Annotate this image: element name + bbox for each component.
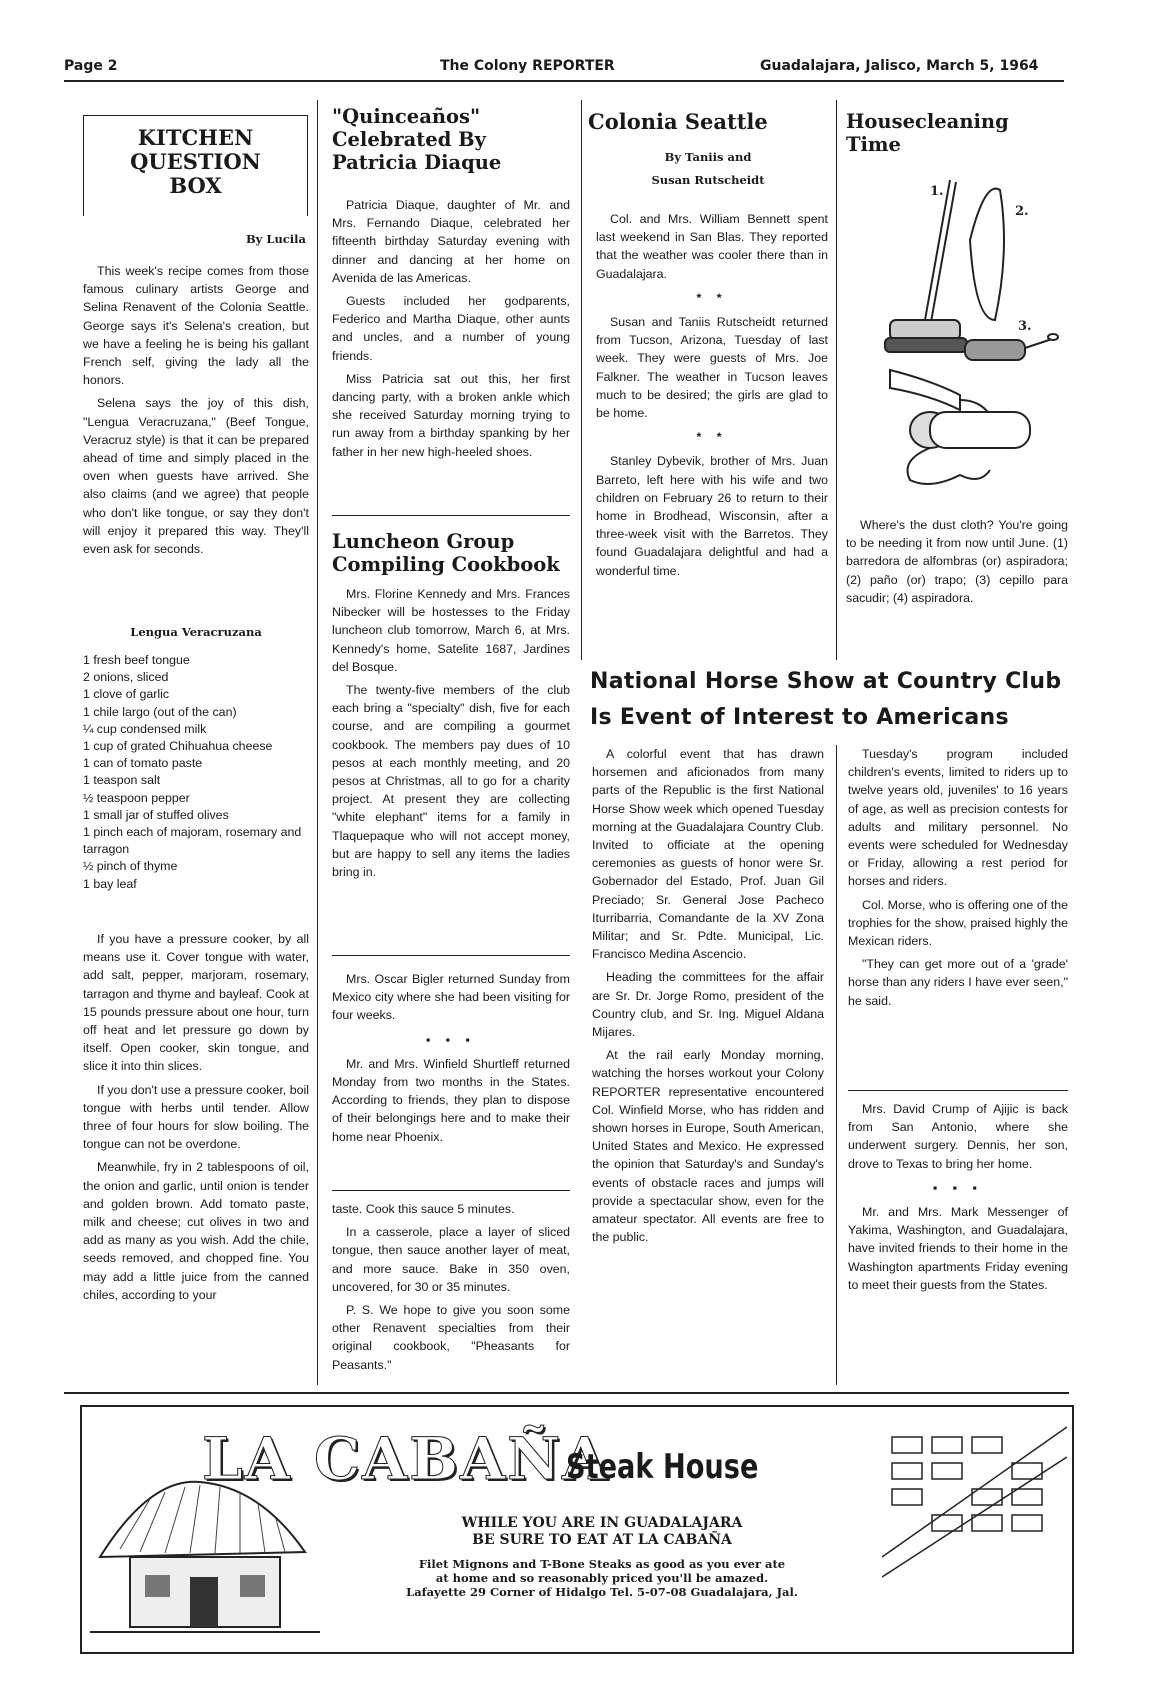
ingredient: 1 fresh beef tongue xyxy=(83,653,190,667)
kitchen-intro-para: This week's recipe comes from those famous culinary artists George and Selina Renavent of the Colonia Seattle. George says it's Selena's creation, but we have a feeling he is being his gallant French self, giving the lady all the honors. xyxy=(83,264,309,388)
horse-para: Heading the committees for the affair are Sr. Dr. Jorge Romo, president of the Country club, and Sr. Ing. Miguel Aldana Mijares. xyxy=(592,970,824,1040)
column-rule xyxy=(317,100,318,1385)
horse-col-2 xyxy=(848,745,1068,1015)
la-cabana-ad xyxy=(80,1405,1074,1654)
quince-body xyxy=(332,196,570,466)
recipe-title: Lengua Veracruzana xyxy=(130,625,262,639)
crump-item xyxy=(848,1100,1068,1299)
vacuum-cleaner-icon xyxy=(890,370,1030,484)
kitchen-intro xyxy=(83,262,309,563)
crump-text: Mrs. David Crump of Ajijic is back from San Antonio, where she underwent surgery. Dennis, her son, drove to Texas to bring her home. xyxy=(848,1102,1068,1171)
method-para: Meanwhile, fry in 2 tablespoons of oil, the onion and garlic, until onion is tender and golden brown. Add tomato paste, milk and cheese; cut olives in two and add as many as you wish. Add the chile, seeds removed, and chopped fine. You may add a little juice from the canned chiles, according to your xyxy=(83,1160,309,1302)
ingredient: 1 pinch each of majoram, rosemary and tarragon xyxy=(83,825,302,857)
horse-col-1 xyxy=(592,745,824,1251)
ingredient: 1 cup of grated Chihuahua cheese xyxy=(83,739,273,754)
separator-stars: * * xyxy=(696,290,728,305)
divider xyxy=(332,955,570,956)
horse-para: Tuesday's program included children's events, limited to riders up to twelve years old, juveniles' to 16 years of age, as well as precision contests for adults and military personnel. No events were scheduled for Wednesday or Friday, allowing a rest period for horses and riders. xyxy=(848,747,1068,889)
seattle-para: Stanley Dybevik, brother of Mrs. Juan Barreto, left here with his wife and two children on February 26 to return to their home in Brodhead, Wisconsin, after a three-week visit with the Barretos. They found Guadalajara delightful and had a wonderful time. xyxy=(596,454,828,578)
kitchen-intro-para: Selena says the joy of this dish, "Lengua Veracruzana," (Beef Tongue, Veracruz style) is that it can be prepared ahead of time and simply placed in the oven when guests have arrived. She also claims (and we agree) that people who don't like tongue, or say they don't will enjoy it prepared this way. They'll even ask for seconds. xyxy=(83,396,309,557)
ad-line-1: WHILE YOU ARE IN GUADALAJARA xyxy=(461,1515,743,1531)
separator-dots: ▪ ▪ ▪ xyxy=(932,1180,984,1195)
kitchen-box xyxy=(83,115,308,216)
label-1: 1. xyxy=(930,184,944,199)
method-para: If you don't use a pressure cooker, boil tongue with herbs until tender. Allow three of four hours for slow boiling. The tongue can not be overdone. xyxy=(83,1082,309,1152)
ad-copy xyxy=(342,1515,862,1599)
ad-address: Lafayette 29 Corner of Hidalgo Tel. 5-07-08 Guadalajara, Jal. xyxy=(406,1585,798,1599)
ingredient: ¼ cup condensed milk xyxy=(83,721,207,736)
label-2: 2. xyxy=(1015,204,1029,219)
column-rule xyxy=(836,745,837,1385)
la-cabana-logo: LA CABAÑA xyxy=(202,1425,610,1493)
ingredient: ½ teaspoon pepper xyxy=(83,790,190,805)
paper-name: The Colony REPORTER xyxy=(440,58,615,74)
ad-line-4: at home and so reasonably priced you'll be amazed. xyxy=(435,1571,769,1585)
horse-para: At the rail early Monday morning, watching the horses workout your Colony REPORTER representative encountered Col. Winfield Morse, who has ridden and shown horses in Europe, South American, United States and Mexico. He expressed the opinion that Saturday's and Sunday's events of obstacle races and jumps will provide a spectacular show, even for the amateur spectator. All events are free to the public. xyxy=(592,1048,824,1245)
kitchen-method xyxy=(83,930,309,1309)
dateline: Guadalajara, Jalisco, March 5, 1964 xyxy=(760,58,1039,74)
quince-para: Guests included her godparents, Federico and Martha Diaque, other aunts and uncles, and a number of young friends. xyxy=(332,294,570,363)
ingredient: 1 bay leaf xyxy=(83,876,137,891)
bigler-text: Mrs. Oscar Bigler returned Sunday from Mexico city where she had been visiting for four weeks. xyxy=(332,972,570,1023)
bigler-item xyxy=(332,970,570,1151)
divider xyxy=(332,1190,570,1191)
luncheon-headline: Luncheon Group Compiling Cookbook xyxy=(332,530,560,576)
ingredient: 2 onions, sliced xyxy=(83,670,169,685)
ad-top-rule xyxy=(64,1392,1069,1394)
shurtleff-text: Mr. and Mrs. Winfield Shurtleff returned Monday from two months in the States. According to friends, they plan to dispose of their belongings here and to make their home near Phoenix. xyxy=(332,1056,570,1144)
brush-icon xyxy=(965,334,1058,360)
quince-para: Patricia Diaque, daughter of Mr. and Mrs. Fernando Diaque, celebrated her fifteenth birthday Saturday evening with dinner and dancing at her home on Avenida de las Americas. xyxy=(332,198,570,285)
separator-stars: * * xyxy=(696,430,728,445)
kitchen-title: KITCHEN QUESTION BOX xyxy=(130,125,261,198)
separator-dots: ▪ ▪ ▪ xyxy=(425,1032,477,1047)
caption-text: Where's the dust cloth? You're going to be needing it from now until June. (1) barredora de alfombras (or) aspiradora; (2) paño (or) trapo; (3) cepillo para sacudir; (4) aspiradora. xyxy=(846,518,1068,605)
horse-headline-2: Is Event of Interest to Americans xyxy=(590,705,1009,730)
column-rule xyxy=(836,100,837,660)
seattle-body xyxy=(596,210,828,585)
ingredient: ½ pinch of thyme xyxy=(83,859,178,874)
column-rule xyxy=(581,100,582,660)
messenger-text: Mr. and Mrs. Mark Messenger of Yakima, Washington, and Guadalajara, have invited friends to their home in the Washington apartments Friday evening to meet their guests from the States. xyxy=(848,1205,1068,1292)
housecleaning-headline: Housecleaning Time xyxy=(846,110,1009,156)
carpet-sweeper-icon xyxy=(885,180,967,352)
recipe-cont-para: P. S. We hope to give you soon some other Renavent specialties from their original cookbook, "Pheasants for Peasants." xyxy=(332,1303,570,1372)
dust-cloth-icon xyxy=(970,189,1004,320)
housecleaning-caption xyxy=(846,516,1068,612)
ingredient: 1 small jar of stuffed olives xyxy=(83,807,229,822)
seattle-para: Susan and Taniis Rutscheidt returned from Tucson, Arizona, Tuesday of last week. They were guests of Mrs. Joe Falkner. The weather in Tucson leaves much to be desired; the girls are glad to be home. xyxy=(596,315,828,421)
recipe-continued xyxy=(332,1200,570,1379)
ad-line-2: BE SURE TO EAT AT LA CABAÑA xyxy=(472,1532,732,1548)
luncheon-para: The twenty-five members of the club each bring a "specialty" dish, five for each course, and are compiling a gourmet cookbook. The members pay dues of 10 pesos at each monthly meeting, and 20 pesos at Christmas, all to go for a charity project. At present they are collecting "white elephant" items for a family in Tlaquepaque who will not accept money, but are happy to sell any items the ladies bring in. xyxy=(332,683,570,880)
ingredient: 1 chile largo (out of the can) xyxy=(83,704,237,719)
cleaning-tools-illustration xyxy=(870,160,1060,500)
divider xyxy=(332,515,570,516)
seattle-headline: Colonia Seattle xyxy=(588,109,768,134)
masthead-rule xyxy=(64,80,1064,82)
horse-headline-1: National Horse Show at Country Club xyxy=(590,669,1062,694)
divider xyxy=(848,1090,1068,1091)
seattle-para: Col. and Mrs. William Bennett spent last weekend in San Blas. They reported that the weather was cooler there than in Guadalajara. xyxy=(596,212,828,281)
seattle-byline-2: Susan Rutscheidt xyxy=(651,173,765,187)
horse-para: Col. Morse, who is offering one of the trophies for the show, praised highly the Mexican riders. xyxy=(848,897,1068,949)
recipe-cont-para: In a casserole, place a layer of sliced tongue, then sauce another layer of meat, and more sauce. Bake in 350 oven, uncovered, for 30 or 35 minutes. xyxy=(332,1225,570,1294)
street-map-icon xyxy=(882,1417,1067,1587)
quince-para: Miss Patricia sat out this, her first dancing party, with a broken ankle which she received Saturday morning trying to run away from a birthday spanking by her father in her new high-heeled shoes. xyxy=(332,371,570,459)
ingredient: 1 clove of garlic xyxy=(83,687,170,702)
method-para: If you have a pressure cooker, by all means use it. Cover tongue with water, add salt, pepper, marjoram, rosemary, tarragon and thyme and bayleaf. Cook at 15 pounds pressure about one hour, turn off heat and let pressure go down by itself. Open cooker, skin tongue, and slice it into thin slices. xyxy=(83,932,309,1074)
label-3: 3. xyxy=(1018,319,1032,334)
ingredient-list xyxy=(83,652,309,893)
horse-para: "They can get more out of a 'grade' horse than any riders I have ever seen," he said. xyxy=(848,957,1068,1008)
quince-headline: "Quinceaños" Celebrated By Patricia Diaque xyxy=(332,105,502,174)
page-number: Page 2 xyxy=(64,58,118,74)
seattle-byline-1: By Taniis and xyxy=(664,150,752,164)
luncheon-body xyxy=(332,585,570,886)
steak-house-title: Steak House xyxy=(566,1447,759,1487)
recipe-cont-para: taste. Cook this sauce 5 minutes. xyxy=(332,1202,515,1216)
ingredient: 1 can of tomato paste xyxy=(83,756,203,771)
kitchen-byline: By Lucila xyxy=(245,232,306,246)
luncheon-para: Mrs. Florine Kennedy and Mrs. Frances Nibecker will be hostesses to the Friday luncheon club tomorrow, March 6, at Mrs. Kennedy's home, Satelite 1687, Jardines del Bosque. xyxy=(332,587,570,674)
horse-para: A colorful event that has drawn horsemen and aficionados from many parts of the Republic is the first National Horse Show week which opened Tuesday morning at the Guadalajara Country Club. Invited to officiate at the opening ceremonies as guests of honor were Sr. Gobernador del Estado, Prof. Juan Gil Preciado; Sr. General Jose Pacheco Iturribarria, Comandante de la XV Zona Militar; and Sr. Pdte. Municipal, Lic. Francisco Medina Ascencio. xyxy=(592,747,824,962)
ingredient: 1 teaspon salt xyxy=(83,773,161,788)
ad-line-3: Filet Mignons and T-Bone Steaks as good as you ever ate xyxy=(418,1557,786,1571)
